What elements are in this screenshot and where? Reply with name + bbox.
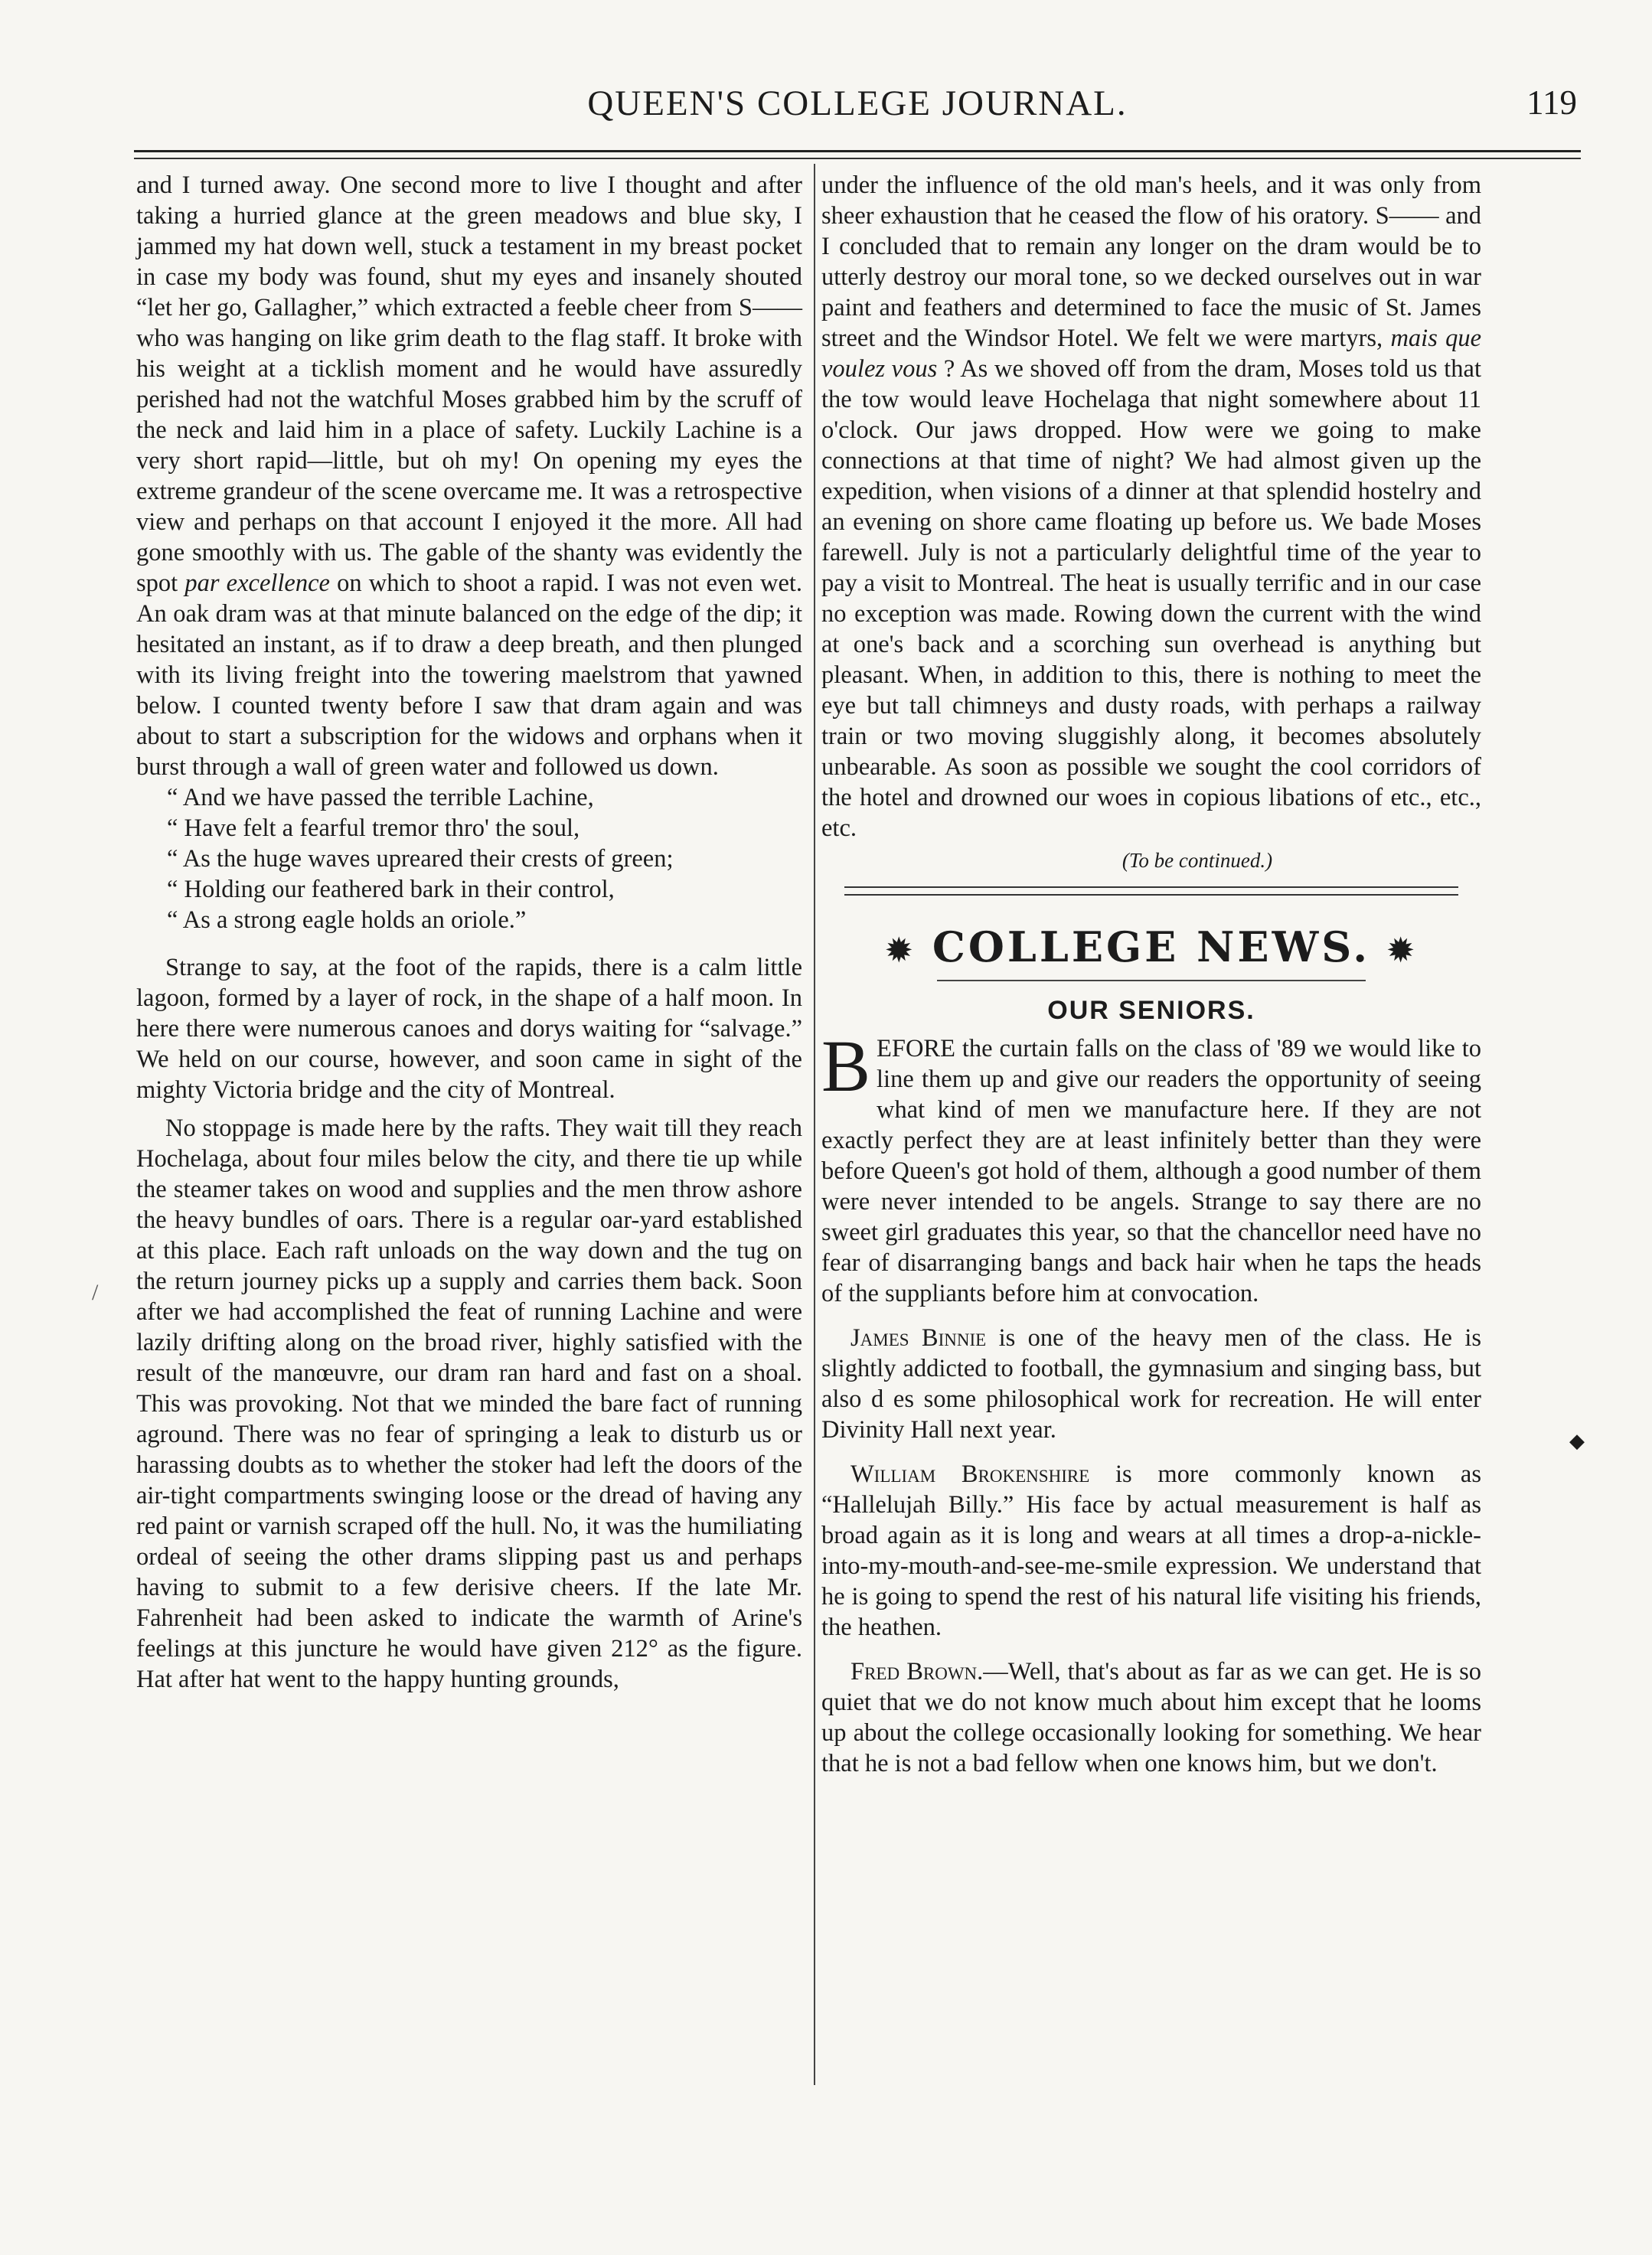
poem-line: “ And we have passed the terrible Lachine,	[167, 784, 594, 811]
spacer	[821, 1643, 1481, 1656]
left-column	[136, 170, 802, 1695]
journal-title: QUEEN'S COLLEGE JOURNAL.	[587, 83, 1128, 123]
italic-phrase: mais que voulez vous	[821, 325, 1481, 383]
right-paragraph-1	[821, 170, 1481, 844]
text-run: EFORE the curtain falls on the class of '89 we would like to line them up and give our readers the opportunity of seeing what kind of men we manufacture here. If they are not exactly perfect they are at least infinitely better than they were before Queen's got hold of them, although a good number of them were never intended to be angels. Strange to say there are no sweet girl graduates this year, so that the chancellor need have no fear of disarranging bangs and back hair when he taps the heads of the suppliants before him at convocation.	[821, 1035, 1481, 1307]
poem-line: “ Have felt a fearful tremor thro' the soul,	[167, 814, 580, 842]
seniors-intro	[821, 1025, 1481, 1309]
header-rule-thick	[134, 150, 1581, 152]
poem-line: “ As the huge waves upreared their crests of green;	[167, 845, 674, 873]
section-heading	[821, 919, 1481, 975]
spacer	[821, 1309, 1481, 1323]
italic-phrase: par excellence	[184, 569, 330, 597]
left-paragraph-2: Strange to say, at the foot of the rapids, there is a calm little lagoon, formed by a layer of rock, in the shape of a half moon. In here there were numerous canoes and dorys waiting for “salvage.” We held on our course, however, and soon came in sight of the mighty Victoria bridge and the city of Montreal.	[136, 954, 802, 1104]
text-run: on which to shoot a rapid. I was not even wet. An oak dram was at that minute balanced on the edge of the dip; it hesitated an instant, as if to draw a deep breath, and then plunged with its living freight into the towering maelstrom that yawned below. I counted twenty before I saw that dram again and was about to start a subscription for the widows and orphans when it burst through a wall of green water and followed us down.	[136, 569, 803, 781]
right-column	[821, 170, 1481, 1779]
senior-name: James Binnie	[850, 1324, 987, 1352]
column-divider	[814, 164, 815, 2085]
section-heading-text: COLLEGE NEWS.	[932, 922, 1371, 971]
left-paragraph-3: No stoppage is made here by the rafts. They wait till they reach Hochelaga, about four miles below the city, and there tie up while the steamer takes on wood and supplies and the men throw ashore the heavy bundles of oars. There is a regular oar-yard established at this place. Each raft unloads on the way down and the tug on the return journey picks up a supply and carries them back. Soon after we had accomplished the feat of running Lachine and were lazily drifting along on the broad river, highly satisfied with the result of the manœuvre, our dram ran hard and fast on a shoal. This was provoking. Not that we minded the bare fact of running aground. There was no fear of springing a leak to disturb us or harassing doubts as to whether the stoker had left the doors of the air-tight compartments swinging loose or the dread of having any red paint or varnish scraped off the hull. No, it was the humiliating ordeal of seeing the other drams slipping past us and perhaps having to submit to a few derisive cheers. If the late Mr. Fahrenheit had been asked to indicate the warmth of Arine's feelings at this juncture he would have given 212° as the figure. Hat after hat went to the happy hunting grounds,	[136, 1114, 802, 1693]
header-rule-thin	[134, 158, 1581, 159]
poem-line: “ As a strong eagle holds an oriole.”	[167, 906, 527, 934]
poem-line: “ Holding our feathered bark in their control,	[167, 876, 615, 903]
left-paragraph-1	[136, 170, 802, 782]
poem-quote	[167, 782, 802, 935]
text-run: ? As we shoved off from the dram, Moses told us that the tow would leave Hochelaga that night somewhere about 11 o'clock. Our jaws dropped. How were we going to make connections at that time of night? We had almost given up the expedition, when visions of a dinner at that splendid hostelry and an evening on shore came floating up before us. We bade Moses farewell. July is not a particularly delightful time of the year to pay a visit to Montreal. The heat is usually terrific and in our case no exception was made. Rowing down the current with the wind at one's back and a scorching sun overhead is anything but pleasant. When, in addition to this, there is nothing to meet the eye but tall chimneys and dusty roads, with perhaps a railway train or two moving sluggishly along, it becomes absolutely unbearable. As soon as possible we sought the cool corridors of the hotel and drowned our woes in copious libations of etc., etc., etc.	[821, 355, 1481, 842]
page-header	[138, 83, 1577, 144]
senior-name: William Brokenshire	[850, 1460, 1090, 1488]
spacer	[821, 1445, 1481, 1459]
spacer	[136, 1105, 802, 1113]
text-run: under the influence of the old man's heels, and it was only from sheer exhaustion that he ceased the flow of his oratory. S—— and I concluded that to remain any longer on the dram would be to utterly destroy our moral tone, so we decked ourselves out in war paint and feathers and determined to face the music of St. James street and the Windsor Hotel. We felt we were martyrs,	[821, 171, 1481, 352]
to-be-continued-note: (To be continued.)	[1121, 849, 1273, 872]
senior-entry-binnie	[821, 1323, 1481, 1445]
ornament-right-icon: ✹	[1387, 932, 1417, 968]
text-run: —Well, that's about as far as we can get. He is so quiet that we do not know much about him except that he looms up about the college occasionally looking for something. We hear that he is not a bad fellow when one knows him, but we don't.	[821, 1658, 1481, 1777]
margin-pencil-mark-icon: /	[92, 1280, 99, 1305]
text-run: is one of the heavy men of the class. He is slightly addicted to football, the gymnasium and singing bass, but also d es some philosophical work for recreation. He will enter Divinity Hall next year.	[821, 1324, 1481, 1444]
senior-name: Fred Brown.	[850, 1658, 984, 1686]
senior-entry-brokenshire	[821, 1459, 1481, 1643]
section-rule	[821, 886, 1481, 896]
text-run: is more commonly known as “Hallelujah Billy.” His face by actual measurement is half as broad again as it is long and wears at all times a drop-a-nickle-into-my-mouth-and-see-me-smile expression. We understand that he is going to spend the rest of his natural life visiting his friends, the heathen.	[821, 1460, 1481, 1641]
heading-rule	[937, 980, 1366, 981]
spacer	[136, 938, 802, 952]
subheading: OUR SENIORS.	[1047, 996, 1255, 1025]
drop-cap: B	[821, 1025, 871, 1107]
senior-entry-brown	[821, 1656, 1481, 1779]
page-number: 119	[1526, 83, 1577, 122]
margin-mark-icon: ◆	[1569, 1430, 1585, 1452]
text-run: and I turned away. One second more to live I thought and after taking a hurried glance at the green meadows and blue sky, I jammed my hat down well, stuck a testament in my breast pocket in case my body was found, shut my eyes and insanely shouted “let her go, Gallagher,” which extracted a feeble cheer from S—— who was hanging on like grim death to the flag staff. It broke with his weight at a ticklish moment and he would have assuredly perished had not the watchful Moses grabbed him by the scruff of the neck and laid him in a place of safety. Luckily Lachine is a very short rapid—little, but oh my! On opening my eyes the extreme grandeur of the scene overcame me. It was a retrospective view and perhaps on that account I enjoyed it the more. All had gone smoothly with us. The gable of the shanty was evidently the spot	[136, 171, 802, 597]
ornament-left-icon: ✹	[886, 932, 916, 968]
